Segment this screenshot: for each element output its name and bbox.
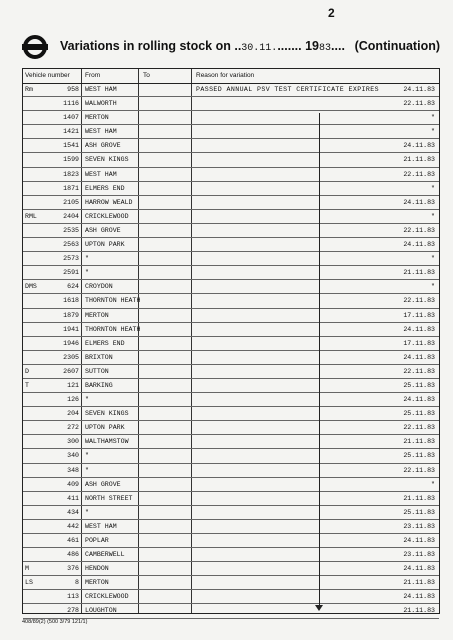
from-garage: ELMERS END [85,184,125,192]
vehicle-number: 8 [75,579,79,587]
expiry-date: 17.11.83 [403,339,435,347]
vehicle-number: 486 [67,551,79,559]
expiry-date: 23.11.83 [403,522,435,530]
vehicle-number: 1618 [63,297,79,305]
vehicle-number: 1823 [63,170,79,178]
expiry-date: " [431,114,435,122]
table-row [23,252,439,266]
table-row [23,421,439,435]
vehicle-number: 1599 [63,156,79,164]
table-row [23,168,439,182]
expiry-date: 22.11.83 [403,226,435,234]
header-to: To [143,72,150,79]
from-garage: SUTTON [85,367,109,375]
table-row [23,323,439,337]
vehicle-number: 434 [67,508,79,516]
table-row [23,238,439,252]
vehicle-number: 411 [67,494,79,502]
date-day-month: 30.11. [241,43,278,54]
vehicle-class: M [25,565,29,573]
vehicle-number: 300 [67,438,79,446]
expiry-date: 22.11.83 [403,100,435,108]
table-row [23,379,439,393]
expiry-date: 22.11.83 [403,297,435,305]
expiry-date: 25.11.83 [403,410,435,418]
table-row [23,590,439,604]
from-garage: ASH GROVE [85,142,121,150]
vehicle-number: 113 [67,593,79,601]
from-garage: THORNTON HEATH [85,297,141,305]
vehicle-number: 2305 [63,353,79,361]
from-garage: CAMBERWELL [85,551,125,559]
expiry-date: 24.11.83 [403,537,435,544]
vehicle-class: D [25,367,29,375]
vehicle-number: 126 [67,396,79,404]
expiry-date: 23.11.83 [403,551,435,559]
table-body [23,83,439,619]
table-row [23,139,439,153]
expiry-date: 24.11.83 [403,142,435,150]
london-transport-roundel-icon [22,34,48,60]
header-vehicle-number: Vehicle number [25,72,70,79]
table-row [23,506,439,520]
vehicle-number: 2535 [63,226,79,234]
from-garage: WALTHAMSTOW [85,438,129,446]
year-suffix: 83 [319,43,332,54]
from-garage: " [85,466,89,474]
from-garage: THORNTON HEATH [85,325,141,333]
table-row [23,294,439,308]
table-row [23,153,439,167]
expiry-date: 21.11.83 [403,579,435,587]
table-row [23,435,439,449]
vehicle-number: 2105 [63,198,79,206]
expiry-date: " [431,212,435,220]
vehicle-number: 1407 [63,114,79,122]
arrow-down-icon [315,605,323,611]
vehicle-number: 348 [67,466,79,474]
vehicle-number: 2573 [63,255,79,263]
from-garage: WEST HAM [85,170,117,178]
from-garage: SEVEN KINGS [85,156,129,164]
expiry-date: 25.11.83 [403,381,435,389]
vehicle-number: 278 [67,607,79,615]
expiry-date: " [431,184,435,192]
table-row [23,562,439,576]
header-from: From [85,72,101,79]
vehicle-number: 1946 [63,339,79,347]
vehicle-number: 376 [67,565,79,573]
table-row [23,576,439,590]
expiry-date: " [431,255,435,263]
expiry-date: 22.11.83 [403,170,435,178]
table-row [23,534,439,548]
from-garage: WALWORTH [85,100,117,108]
vehicle-number: 204 [67,410,79,418]
from-garage: CROYDON [85,283,113,291]
form-title: Variations in rolling stock on ..30.11........ 1983.... [60,39,345,54]
expiry-date: " [431,283,435,291]
vehicle-number: 2591 [63,269,79,277]
table-row [23,97,439,111]
expiry-date: 21.11.83 [403,269,435,277]
reason-text: PASSED ANNUAL PSV TEST CERTIFICATE EXPIRES [196,86,379,93]
expiry-date: 24.11.83 [403,198,435,206]
vehicle-number: 2607 [63,367,79,375]
expiry-date: 24.11.83 [403,353,435,361]
from-garage: WEST HAM [85,522,117,530]
title-prefix: Variations in rolling stock on [60,39,231,53]
from-garage: SEVEN KINGS [85,410,129,418]
table-row [23,492,439,506]
vehicle-number: 442 [67,522,79,530]
from-garage: " [85,269,89,277]
from-garage: ASH GROVE [85,480,121,488]
expiry-date: 21.11.83 [403,607,435,615]
table-row [23,266,439,280]
expiry-date: 24.11.83 [403,565,435,573]
table-row [23,604,439,618]
vehicle-number: 1116 [63,100,79,108]
vehicle-class: T [25,381,29,389]
expiry-date: 22.11.83 [403,367,435,375]
from-garage: MERTON [85,311,109,319]
expiry-date: " [431,480,435,488]
vehicle-class: DMS [25,283,37,291]
from-garage: UPTON PARK [85,424,125,432]
expiry-date: 25.11.83 [403,452,435,460]
table-row [23,520,439,534]
vehicle-number: 409 [67,480,79,488]
from-garage: MERTON [85,114,109,122]
table-row [23,337,439,351]
table-row [23,393,439,407]
table-row [23,464,439,478]
from-garage: BRIXTON [85,353,113,361]
vehicle-number: 272 [67,424,79,432]
form-footer-code: 408/89(2) (500 3/79 121/1) [22,619,88,625]
expiry-date: 22.11.83 [403,424,435,432]
vehicle-class: Rm [25,86,33,93]
expiry-date: 17.11.83 [403,311,435,319]
expiry-date: 24.11.83 [403,241,435,249]
from-garage: ELMERS END [85,339,125,347]
from-garage: CRICKLEWOOD [85,212,129,220]
from-garage: UPTON PARK [85,241,125,249]
vehicle-number: 1871 [63,184,79,192]
vehicle-number: 1541 [63,142,79,150]
table-row [23,365,439,379]
expiry-date: 22.11.83 [403,466,435,474]
ditto-arrow-line [319,113,320,607]
expiry-date: 21.11.83 [403,438,435,446]
expiry-date: 24.11.83 [403,396,435,404]
vehicle-number: 1879 [63,311,79,319]
expiry-date: 24.11.83 [403,86,435,93]
table-row [23,280,439,294]
from-garage: HARROW WEALD [85,198,133,206]
continuation-label: (Continuation) [354,39,440,53]
from-garage: " [85,396,89,404]
table-row [23,125,439,139]
from-garage: BARKING [85,381,113,389]
table-header [23,69,439,84]
from-garage: ASH GROVE [85,226,121,234]
table-row [23,224,439,238]
header-reason: Reason for variation [196,72,255,79]
table-row [23,407,439,421]
from-garage: CRICKLEWOOD [85,593,129,601]
from-garage: NORTH STREET [85,494,133,502]
vehicle-class: RML [25,212,37,220]
page-number: 2 [328,6,335,20]
from-garage: " [85,255,89,263]
from-garage: WEST HAM [85,128,117,136]
from-garage: HENDON [85,565,109,573]
expiry-date: 25.11.83 [403,508,435,516]
table-row [23,478,439,492]
vehicle-number: 624 [67,283,79,291]
from-garage: " [85,508,89,516]
vehicle-number: 1421 [63,128,79,136]
vehicle-number: 121 [67,381,79,389]
expiry-date: 24.11.83 [403,593,435,601]
from-garage: WEST HAM [85,86,117,93]
from-garage: POPLAR [85,537,109,544]
year-prefix: 19 [305,39,320,53]
table-row [23,111,439,125]
vehicle-class: LS [25,579,33,587]
vehicle-number: 461 [67,537,79,544]
variations-table [22,68,440,614]
vehicle-number: 1941 [63,325,79,333]
vehicle-number: 2404 [63,212,79,220]
expiry-date: 21.11.83 [403,156,435,164]
from-garage: LOUGHTON [85,607,117,615]
table-row [23,196,439,210]
from-garage: MERTON [85,579,109,587]
expiry-date: 24.11.83 [403,325,435,333]
table-row [23,83,439,97]
vehicle-number: 2563 [63,241,79,249]
table-row [23,309,439,323]
table-row [23,182,439,196]
table-row [23,548,439,562]
expiry-date: 21.11.83 [403,494,435,502]
from-garage: " [85,452,89,460]
table-row [23,351,439,365]
table-row [23,449,439,463]
table-row [23,210,439,224]
vehicle-number: 340 [67,452,79,460]
vehicle-number: 958 [67,86,79,93]
expiry-date: " [431,128,435,136]
form-header [22,34,440,60]
